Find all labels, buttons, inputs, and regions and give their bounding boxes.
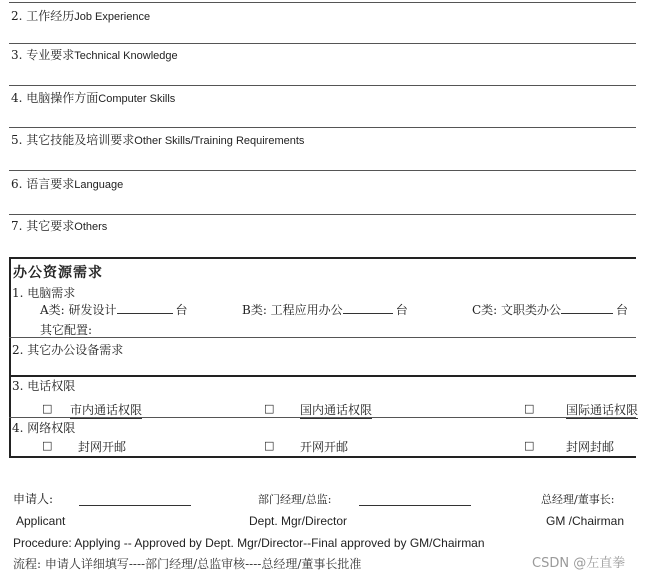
computer-skills-row xyxy=(11,89,175,106)
row-divider xyxy=(9,170,636,171)
open-web-open-mail-checkbox[interactable]: □ xyxy=(264,439,275,452)
class-c-group xyxy=(472,301,628,318)
class-b-unit: 台 xyxy=(395,303,408,317)
table-bottom-border xyxy=(9,456,636,458)
gm-label-cn: 总经理/董事长: xyxy=(541,493,615,506)
job-experience-label-en: Job Experience xyxy=(74,11,151,23)
job-experience-row xyxy=(11,7,150,24)
other-config-label: 其它配置: xyxy=(40,323,93,337)
job-experience-label-cn: 2. 工作经历 xyxy=(11,9,75,23)
class-b-label: B类: 工程应用办公 xyxy=(242,303,343,317)
row-divider xyxy=(9,214,636,215)
technical-knowledge-label-cn: 3. 专业要求 xyxy=(11,48,75,62)
row-divider xyxy=(9,85,636,86)
watermark: CSDN @左直拳 xyxy=(532,556,626,571)
applicant-signature-line[interactable] xyxy=(79,505,191,506)
others-row xyxy=(11,217,107,234)
open-web-open-mail-label: 开网开邮 xyxy=(300,440,349,454)
row-divider xyxy=(9,375,636,377)
applicant-label-cn: 申请人: xyxy=(13,492,54,506)
block-web-block-mail-checkbox[interactable]: □ xyxy=(524,439,535,452)
class-b-quantity-field[interactable] xyxy=(343,303,393,314)
row-divider xyxy=(9,337,636,338)
computer-skills-label-en: Computer Skills xyxy=(98,93,176,105)
other-skills-label-cn: 5. 其它技能及培训要求 xyxy=(11,133,135,147)
block-web-block-mail-label: 封网封邮 xyxy=(566,440,615,454)
block-web-open-mail-label: 封网开邮 xyxy=(78,440,127,454)
section-divider xyxy=(9,257,636,259)
other-skills-label-en: Other Skills/Training Requirements xyxy=(134,135,305,147)
office-resources-heading: 办公资源需求 xyxy=(13,265,103,281)
technical-knowledge-label-en: Technical Knowledge xyxy=(74,50,178,62)
dept-label-en: Dept. Mgr/Director xyxy=(249,514,348,528)
dept-signature-line[interactable] xyxy=(359,505,471,506)
international-call-label: 国际通话权限 xyxy=(566,403,639,417)
phone-permission-label: 3. 电话权限 xyxy=(12,379,76,393)
international-call-checkbox[interactable]: □ xyxy=(524,402,535,415)
row-divider xyxy=(9,43,636,44)
class-c-unit: 台 xyxy=(616,303,629,317)
others-label-en: Others xyxy=(74,221,108,233)
local-call-label: 市内通话权限 xyxy=(70,403,143,417)
others-label-cn: 7. 其它要求 xyxy=(11,219,75,233)
network-permission-label: 4. 网络权限 xyxy=(12,421,76,435)
procedure-en: Procedure: Applying -- Approved by Dept. Mgr/Director--Final approved by GM/Chairman xyxy=(13,536,485,550)
row-divider xyxy=(9,417,636,418)
class-a-group xyxy=(40,301,188,318)
other-equipment-label: 2. 其它办公设备需求 xyxy=(12,343,124,357)
row-divider xyxy=(9,127,636,128)
procedure-cn: 流程: 申请人详细填写----部门经理/总监审核----总经理/董事长批准 xyxy=(13,557,362,571)
block-web-open-mail-checkbox[interactable]: □ xyxy=(42,439,53,452)
class-a-unit: 台 xyxy=(175,303,188,317)
computer-skills-label-cn: 4. 电脑操作方面 xyxy=(11,91,99,105)
language-label-cn: 6. 语言要求 xyxy=(11,177,75,191)
other-skills-row xyxy=(11,131,304,148)
gm-label-en: GM /Chairman xyxy=(546,514,625,528)
domestic-call-checkbox[interactable]: □ xyxy=(264,402,275,415)
local-call-checkbox[interactable]: □ xyxy=(42,402,53,415)
technical-knowledge-row xyxy=(11,46,178,63)
section-left-border xyxy=(9,258,11,458)
row-divider xyxy=(9,2,636,3)
dept-label-cn: 部门经理/总监: xyxy=(258,493,332,506)
applicant-label-en: Applicant xyxy=(16,514,66,528)
language-label-en: Language xyxy=(74,179,124,191)
class-b-group xyxy=(242,301,408,318)
class-a-label: A类: 研发设计 xyxy=(40,303,117,317)
class-a-quantity-field[interactable] xyxy=(117,303,173,314)
domestic-call-label: 国内通话权限 xyxy=(300,403,373,417)
computer-requirement-label: 1. 电脑需求 xyxy=(12,286,76,300)
class-c-label: C类: 文职类办公 xyxy=(472,303,562,317)
language-row xyxy=(11,175,123,192)
class-c-quantity-field[interactable] xyxy=(561,303,613,314)
